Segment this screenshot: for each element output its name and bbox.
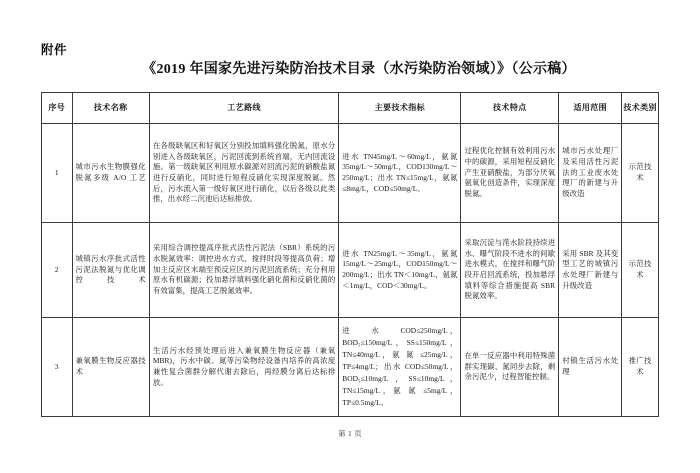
column-header-no: 序号 (42, 93, 73, 124)
technology-name: 城市污水生物膜强化脱氮多级 A/O 工艺 (72, 124, 149, 223)
page-title: 《2019 年国家先进污染防治技术目录（水污染防治领域）》（公示稿） (142, 62, 576, 77)
technical-index: 进水 TN45mg/L～60mg/L，氨氮35mg/L～50mg/L，COD130mg/L～250mg/L；出水 TN≤15mg/L，氨氮≤8mg/L，COD≤50mg/L。 (339, 124, 461, 223)
applicable-scope: 城市污水处理厂及采用活性污泥法的工业废水处理厂的新建与升级改造 (559, 124, 622, 223)
applicable-scope: 村镇生活污水处理 (559, 318, 622, 417)
process-route: 生活污水经预处理后进入兼氧膜生物反应器（兼氧 MBR)，污水中碳、氮等污染物经设备内培养的高浓度兼性复合菌群分解代谢去除后，再经膜分离后达标排放。 (149, 318, 338, 417)
technical-feature: 过程优化控制有效利用污水中的碳源，采用短程反硝化产生亚硝酸盐，为部分厌氧氨氧化创造条件，实现深度脱氮。 (461, 124, 559, 223)
technology-type: 推广技术 (622, 318, 659, 417)
column-header-name: 技术名称 (72, 93, 149, 124)
row-number: 2 (42, 223, 73, 318)
technical-index: 进水 TN25mg/L～35mg/L，氨氮15mg/L～25mg/L，COD150mg/L～200mg/L；出水 TN＜10mg/L，氨氮＜1mg/L，COD＜30mg/L。 (339, 223, 461, 318)
column-header-route: 工艺路线 (149, 93, 338, 124)
column-header-index: 主要技术指标 (339, 93, 461, 124)
table-row (42, 223, 659, 318)
process-route: 在各级缺氧区和好氧区分别投加填料强化脱氮，原水分别进入各级缺氧区，污泥回流到系统首端，无内回流设施。第一级缺氧区利用原水碳源对回流污泥的硝酸盐氮进行反硝化，同时进行短程反硝化实现深度脱氮。然后，污水流入第一级好氧区进行硝化，以后各级以此类推，出水经二沉池后达标排放。 (149, 124, 338, 223)
row-number: 3 (42, 318, 73, 417)
technical-feature: 在单一反应器中利用特殊菌群实现碳、氮同步去除，剩余污泥少，过程智能控制。 (461, 318, 559, 417)
row-number: 1 (42, 124, 73, 223)
column-header-scope: 适用范围 (559, 93, 622, 124)
column-header-type: 技术类别 (622, 93, 659, 124)
technology-type: 示范技术 (622, 223, 659, 318)
page-number-footer: 第 1 页 (338, 429, 362, 438)
process-route: 采用综合调控提高序批式活性污泥法（SBR）系统的污水脱氮效率：调控进水方式、搅拌时段等提高负荷；增加主反应区末端至预反应区的污泥回流系统；充分利用原水有机碳源；投加悬浮填料强化硝化菌和反硝化菌的有效富集，提高工艺脱氮效率。 (149, 223, 338, 318)
technology-name: 兼氧膜生物反应器技术 (72, 318, 149, 417)
table-row (42, 124, 659, 223)
technical-feature: 采取沉淀与滗水阶段持续进水、曝气阶段不进水的间歇进水模式，在搅拌和曝气阶段开启回流系统，投加悬浮填料等综合措施提高 SBR 脱氮效率。 (461, 223, 559, 318)
technology-name: 城镇污水序批式活性污泥法脱氮与优化调控技术 (72, 223, 149, 318)
column-header-feature: 技术特点 (461, 93, 559, 124)
table-header-row (42, 93, 659, 124)
technical-index: 进 水 COD≤250mg/L，BOD₅≤150mg/L，SS≤150mg/L，TN≤40mg/L，氨 氮 ≤25mg/L，TP≤4mg/L；出水 COD≤50mg/L，BOD₅≤10mg/L ，SS≤10mg/L，TN≤15mg/L，氨 氮 ≤5mg/L，TP≤0.5mg/L。 (339, 318, 461, 417)
attachment-label: 附件 (41, 43, 68, 57)
technology-catalog-table (41, 92, 659, 417)
technology-type: 示范技术 (622, 124, 659, 223)
applicable-scope: 采用 SBR 及其变型工艺的城镇污水处理厂新建与升级改造 (559, 223, 622, 318)
table-row (42, 318, 659, 417)
